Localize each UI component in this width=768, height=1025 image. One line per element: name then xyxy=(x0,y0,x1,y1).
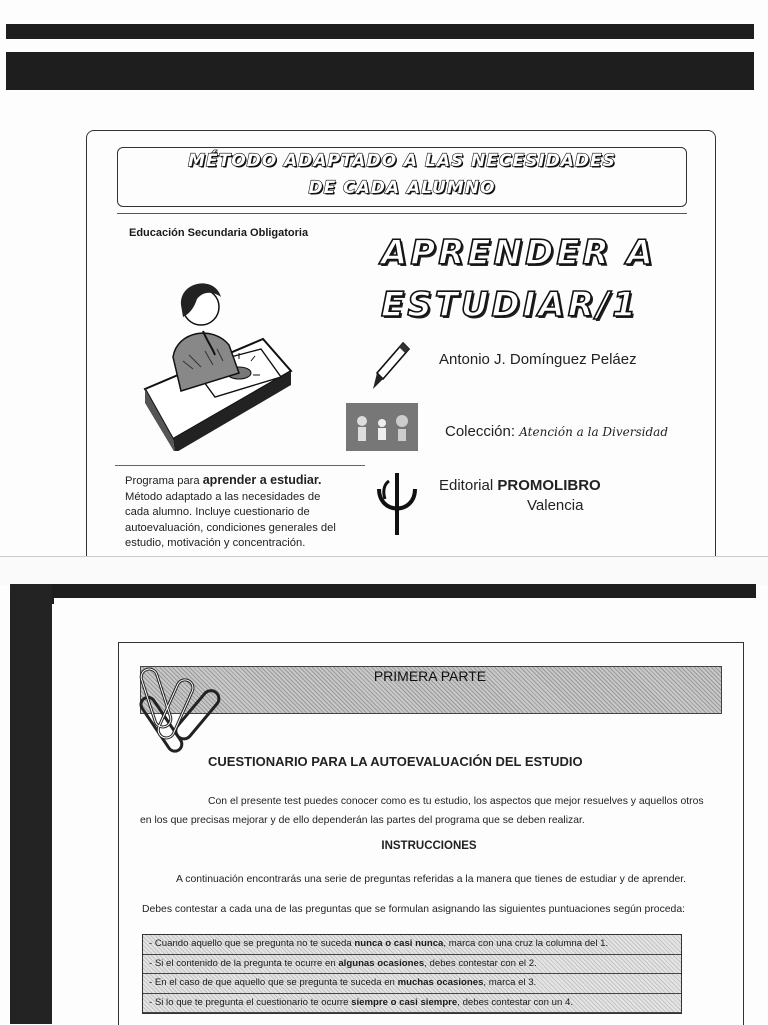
program-bold: aprender a estudiar. xyxy=(202,473,322,487)
intro-line-2: en los que precisas mejorar y de ello dependerán las partes del programa que se deben realizar. xyxy=(140,815,585,826)
student-illustration xyxy=(143,261,293,451)
book-title-line-1: APRENDER A xyxy=(381,233,656,273)
author-name: Antonio J. Domínguez Peláez xyxy=(439,351,637,368)
scan-band-upper xyxy=(6,52,754,90)
questionnaire-title: CUESTIONARIO PARA LA AUTOEVALUACIÓN DEL ESTUDIO xyxy=(208,754,583,769)
option-text: , marca con una cruz la columna del 1. xyxy=(443,938,609,949)
intro-line-1: Con el presente test puedes conocer como es tu estudio, los aspectos que mejor resuelves y aquellos otros xyxy=(208,796,704,807)
scoring-option xyxy=(143,935,681,955)
banner-line-1: MÉTODO ADAPTADO A LAS NECESIDADES xyxy=(188,151,616,171)
fountain-pen-icon xyxy=(369,339,411,393)
banner-line-2: DE CADA ALUMNO xyxy=(308,178,496,198)
publisher xyxy=(439,477,601,494)
collection xyxy=(445,423,668,440)
book-cover xyxy=(86,130,716,557)
instructions-paragraph-1: A continuación encontrarás una serie de preguntas referidas a la manera que tienes de estudiar y de aprender. xyxy=(176,874,687,885)
option-text: , debes contestar con un 4. xyxy=(457,996,573,1008)
option-text: - Si el contenido de la pregunta te ocurre en xyxy=(149,957,339,969)
program-text: Método adaptado a las necesidades de cada alumno. Incluye cuestionario de autoevaluación, condiciones generales del estudio, motivación y concentración. xyxy=(125,490,336,549)
scoring-option xyxy=(143,974,681,994)
instructions-paragraph-2: Debes contestar a cada una de las preguntas que se formulan asignando las siguientes puntuaciones según proceda: xyxy=(142,904,685,915)
option-text: - Si lo que te pregunta el cuestionario te ocurre xyxy=(149,996,352,1008)
option-text: , marca el 3. xyxy=(483,977,537,988)
option-emphasis: muchas ocasiones xyxy=(397,977,484,988)
part-title: PRIMERA PARTE xyxy=(373,668,487,684)
option-emphasis: nunca o casi nunca xyxy=(354,938,444,949)
option-text: - En el caso de que aquello que se pregunta te suceda en xyxy=(149,977,398,988)
program-prefix: Programa para xyxy=(125,475,200,487)
collection-name: Atención a la Diversidad xyxy=(519,425,669,439)
publisher-city: Valencia xyxy=(527,497,584,514)
collection-image xyxy=(346,403,418,451)
scoring-option xyxy=(143,994,681,1014)
divider-program xyxy=(115,465,365,466)
scan-band-top xyxy=(6,24,754,39)
book-title-line-2: ESTUDIAR/1 xyxy=(381,285,639,325)
paper-clips-icon xyxy=(138,664,230,764)
scan-shadow-left xyxy=(10,584,52,1024)
scoring-option xyxy=(143,955,681,975)
intro-paragraph xyxy=(140,792,720,830)
collection-figures-icon xyxy=(346,403,418,451)
publisher-label: Editorial xyxy=(439,477,494,494)
option-emphasis: siempre o casi siempre xyxy=(351,996,458,1008)
instructions-heading: INSTRUCCIONES xyxy=(381,840,477,852)
option-text: , debes contestar con el 2. xyxy=(424,957,537,969)
education-level: Educación Secundaria Obligatoria xyxy=(129,227,309,239)
psi-logo-icon xyxy=(375,471,419,537)
publisher-name: PROMOLIBRO xyxy=(497,477,601,494)
divider xyxy=(117,213,687,214)
program-description xyxy=(125,473,347,552)
option-emphasis: algunas ocasiones xyxy=(338,957,425,969)
collection-label: Colección: xyxy=(445,423,516,440)
page-gap xyxy=(0,556,768,585)
cover-banner xyxy=(117,147,687,207)
option-text: - Cuando aquello que se pregunta no te suceda xyxy=(149,938,355,949)
scoring-options xyxy=(142,934,682,1014)
